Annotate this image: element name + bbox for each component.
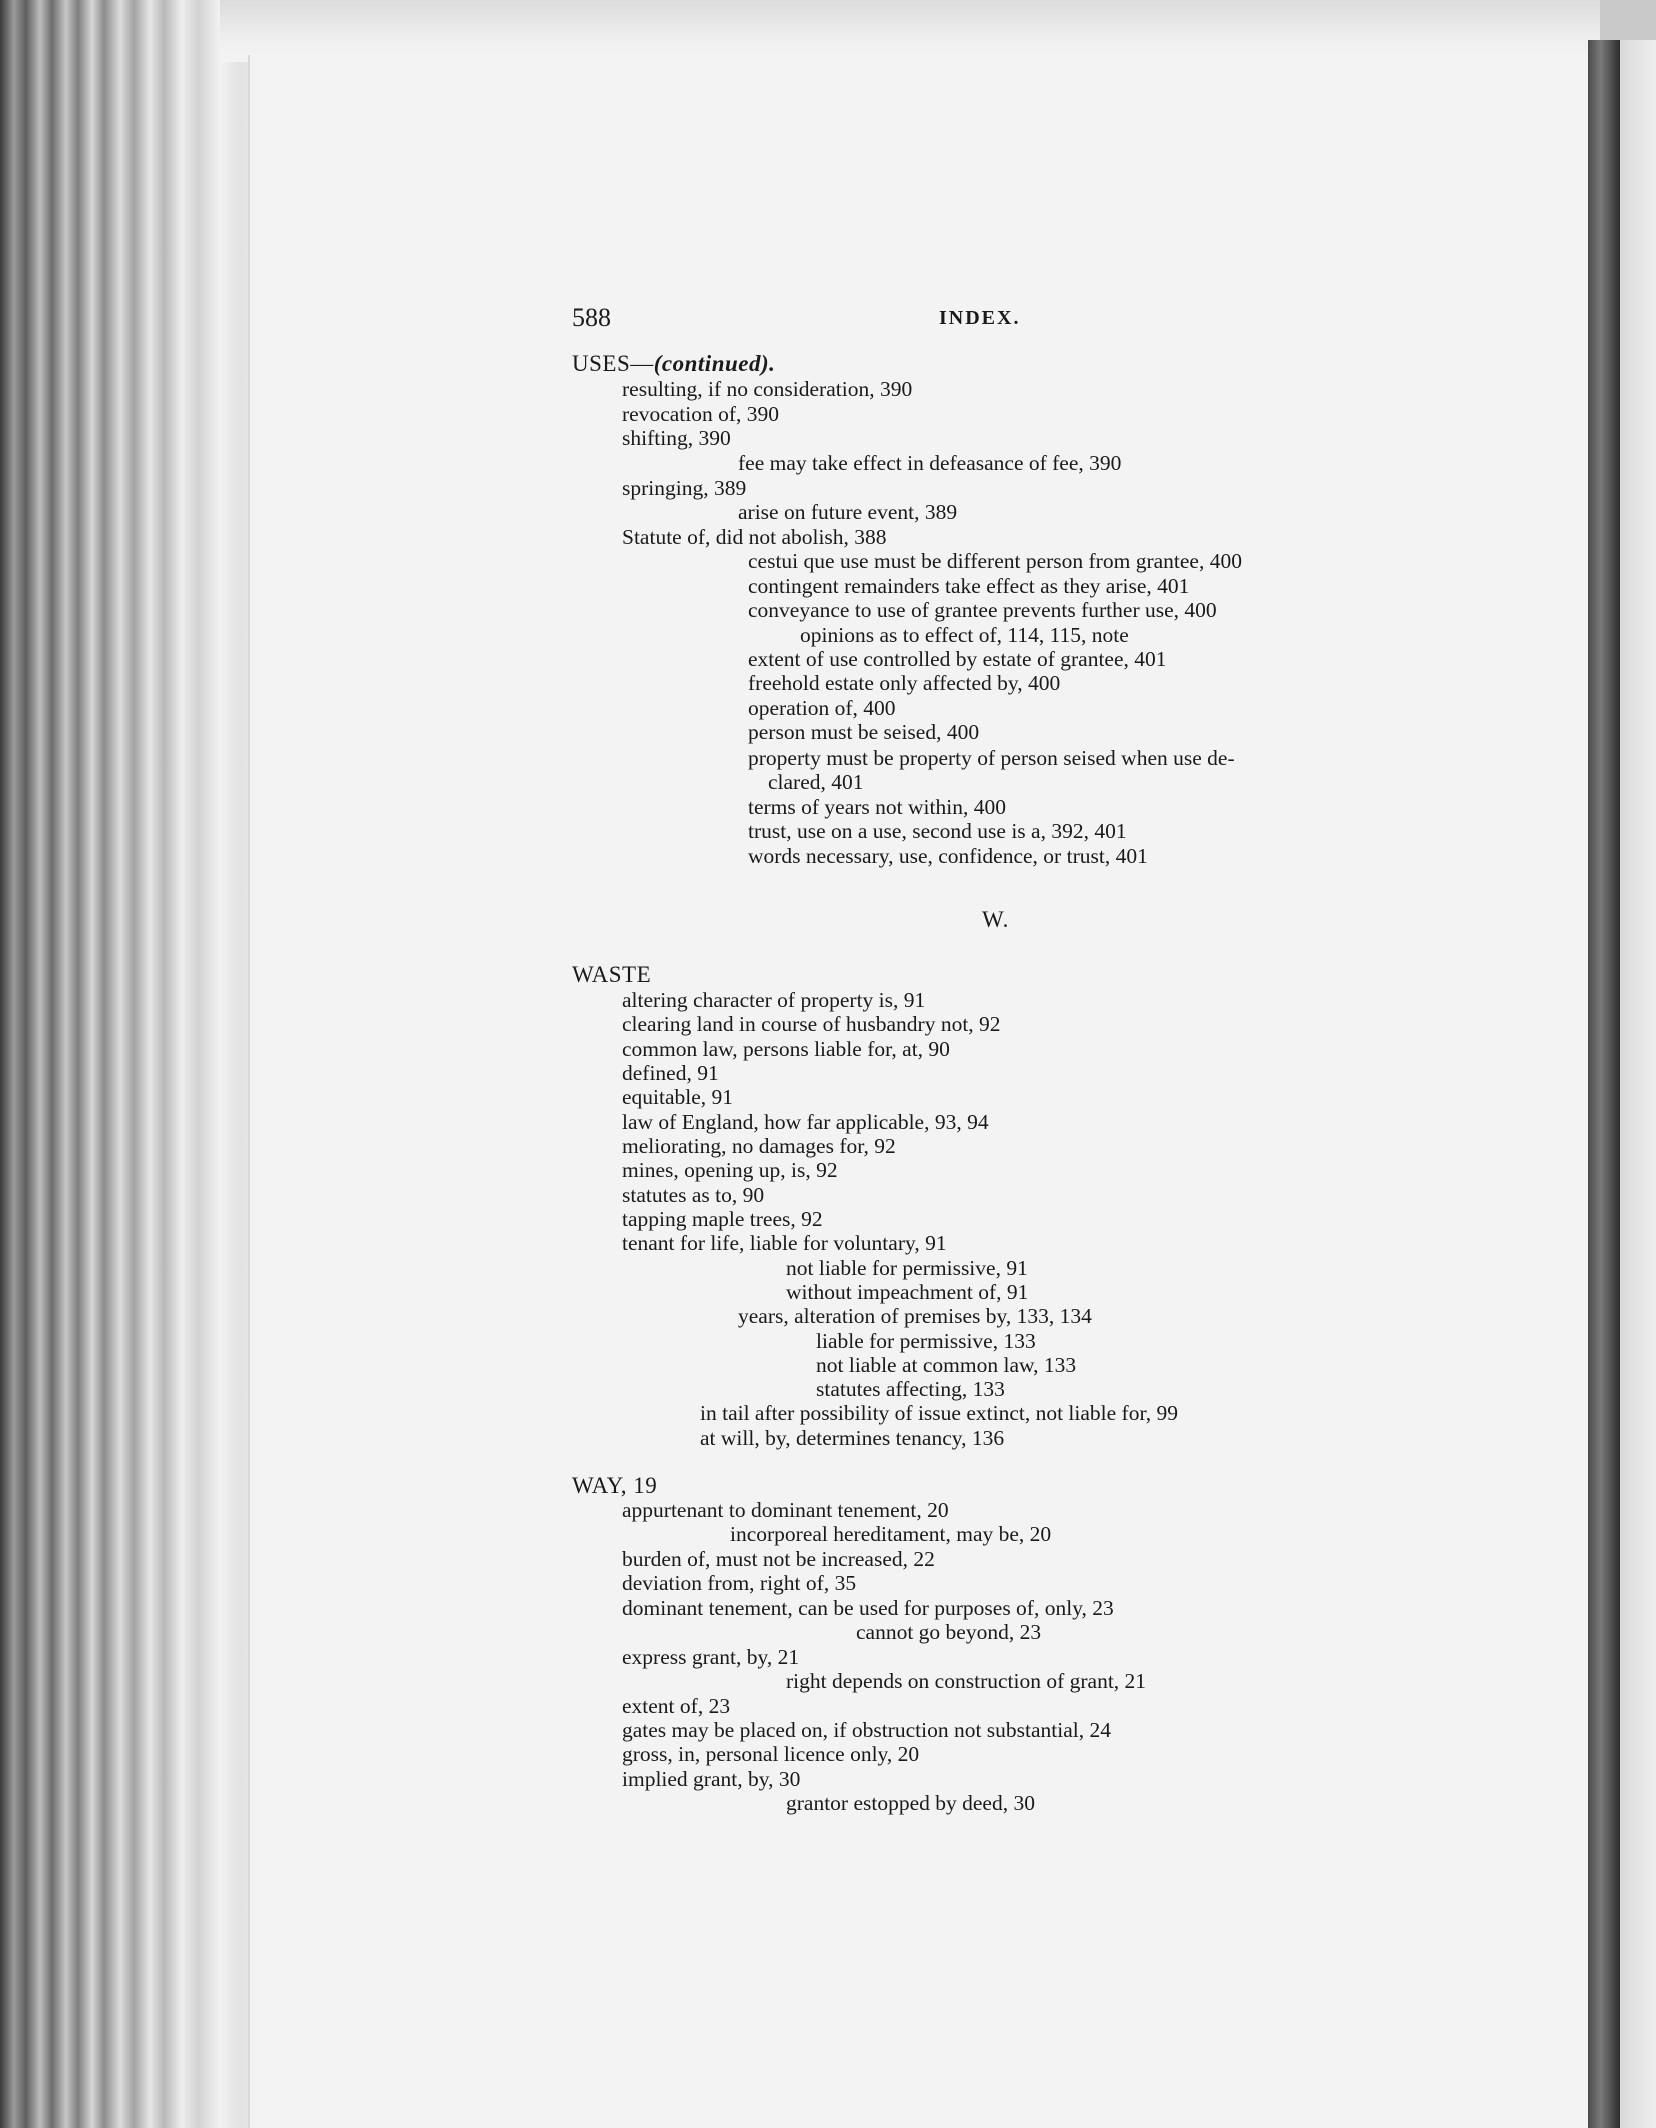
index-entry: grantor estopped by deed, 30 [786,1791,1035,1815]
index-entry: express grant, by, 21 [622,1645,800,1669]
index-entry: gates may be placed on, if obstruction not substantial, 24 [622,1718,1112,1742]
index-entry: not liable for permissive, 91 [786,1256,1028,1280]
running-head: INDEX. [939,307,1021,329]
index-entry: cannot go beyond, 23 [856,1620,1042,1644]
index-entry: springing, 389 [622,476,747,500]
index-entry: person must be seised, 400 [748,720,980,744]
index-entry: mines, opening up, is, 92 [622,1158,838,1182]
index-entry: equitable, 91 [622,1085,734,1109]
index-entry: implied grant, by, 30 [622,1767,801,1791]
index-entry: statutes affecting, 133 [816,1377,1005,1401]
index-entry: opinions as to effect of, 114, 115, note [800,623,1129,647]
index-entry: tapping maple trees, 92 [622,1207,823,1231]
index-entry: deviation from, right of, 35 [622,1571,857,1595]
index-entry: tenant for life, liable for voluntary, 91 [622,1231,947,1255]
book-gutter [1588,40,1620,2128]
index-entry: trust, use on a use, second use is a, 392, 401 [748,819,1127,843]
index-entry: extent of use controlled by estate of grantee, 401 [748,647,1167,671]
index-entry: incorporeal hereditament, may be, 20 [730,1522,1052,1546]
index-entry: without impeachment of, 91 [786,1280,1029,1304]
index-heading: WASTE [572,962,652,987]
index-entry: clared, 401 [768,770,864,794]
section-letter: W. [982,907,1010,932]
index-entry: years, alteration of premises by, 133, 134 [738,1304,1092,1328]
facing-page-edge [1620,40,1656,2128]
index-entry: contingent remainders take effect as they arise, 401 [748,574,1190,598]
index-entry: burden of, must not be increased, 22 [622,1547,935,1571]
index-entry: in tail after possibility of issue extinct, not liable for, 99 [700,1401,1179,1425]
index-entry: appurtenant to dominant tenement, 20 [622,1498,949,1522]
index-entry: statutes as to, 90 [622,1183,765,1207]
index-entry: common law, persons liable for, at, 90 [622,1037,950,1061]
page-top-edge [220,0,1600,62]
index-entry: gross, in, personal licence only, 20 [622,1742,920,1766]
index-entry: arise on future event, 389 [738,500,958,524]
page-number: 588 [572,303,611,332]
index-entry: altering character of property is, 91 [622,988,926,1012]
index-heading: WAY, 19 [572,1473,658,1498]
index-heading: USES—(continued). [572,351,776,376]
index-entry: not liable at common law, 133 [816,1353,1077,1377]
index-entry: words necessary, use, confidence, or trust, 401 [748,844,1148,868]
index-entry: at will, by, determines tenancy, 136 [700,1426,1005,1450]
index-entry: right depends on construction of grant, 21 [786,1669,1147,1693]
index-entry: shifting, 390 [622,426,731,450]
index-entry: conveyance to use of grantee prevents further use, 400 [748,598,1217,622]
index-entry: operation of, 400 [748,696,896,720]
index-entry: law of England, how far applicable, 93, 94 [622,1110,989,1134]
index-entry: property must be property of person seised when use de- [748,746,1235,770]
page-header [572,303,1292,343]
index-entry: extent of, 23 [622,1694,731,1718]
index-entry: Statute of, did not abolish, 388 [622,525,887,549]
index-entry: terms of years not within, 400 [748,795,1006,819]
index-entry: revocation of, 390 [622,402,780,426]
index-entry: cestui que use must be different person from grantee, 400 [748,549,1242,573]
index-entry: defined, 91 [622,1061,719,1085]
book-page [250,55,1590,2128]
index-entry: freehold estate only affected by, 400 [748,671,1061,695]
index-entry: fee may take effect in defeasance of fee, 390 [738,451,1122,475]
index-entry: resulting, if no consideration, 390 [622,377,913,401]
continued-note: (continued). [653,351,776,376]
index-entry: clearing land in course of husbandry not, 92 [622,1012,1001,1036]
index-entry: meliorating, no damages for, 92 [622,1134,896,1158]
index-entry: liable for permissive, 133 [816,1329,1036,1353]
index-entry: dominant tenement, can be used for purposes of, only, 23 [622,1596,1114,1620]
